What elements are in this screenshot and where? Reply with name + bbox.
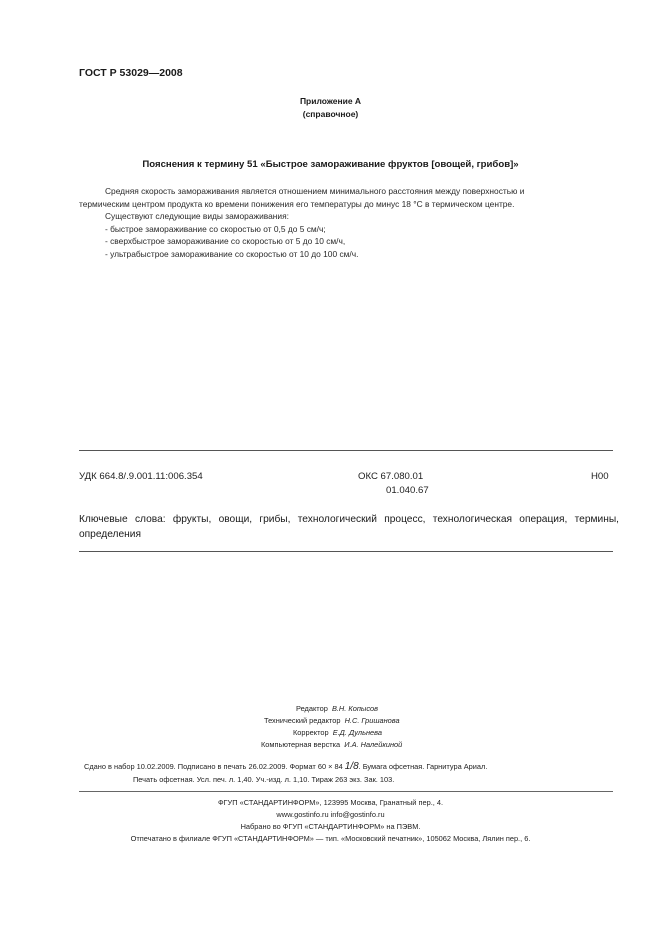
imprint-line	[84, 761, 487, 772]
paragraph-line: Существуют следующие виды замораживания:	[105, 211, 289, 221]
imprint-text: Сдано в набор 10.02.2009. Подписано в печать 26.02.2009. Формат 60 × 84	[84, 762, 343, 771]
divider	[79, 450, 613, 451]
oks-code-secondary: 01.040.67	[386, 485, 429, 496]
credit-line	[296, 704, 378, 713]
publisher-line: Отпечатано в филиале ФГУП «СТАНДАРТИНФОРМ» — тип. «Московский печатник», 105062 Москва, Лялин пер., 6.	[130, 834, 531, 843]
divider	[79, 551, 613, 552]
imprint-line: Печать офсетная. Усл. печ. л. 1,40. Уч.-изд. л. 1,10. Тираж 263 экз. Зак. 103.	[133, 775, 395, 784]
okstu-code: Н00	[591, 471, 609, 482]
credit-line	[264, 716, 400, 725]
credit-name: И.А. Налейкиной	[344, 740, 403, 749]
imprint-text-rest: . Бумага офсетная. Гарнитура Ариал.	[358, 762, 488, 771]
paragraph-line: Средняя скорость замораживания является отношением минимального расстояния между поверхностью и	[105, 186, 525, 196]
list-item: - сверхбыстрое замораживание со скоростью от 5 до 10 см/ч,	[105, 236, 346, 246]
paragraph-line: термическим центром продукта ко времени понижения его температуры до минус 18 °С в термическом центре.	[79, 199, 515, 209]
credit-name: Е.Д. Дульнева	[332, 728, 382, 737]
publisher-line: Набрано во ФГУП «СТАНДАРТИНФОРМ» на ПЭВМ.	[240, 822, 421, 831]
oks-code: ОКС 67.080.01	[358, 471, 424, 482]
credit-role: Корректор	[293, 728, 329, 737]
list-item: - быстрое замораживание со скоростью от 0,5 до 5 см/ч;	[105, 224, 326, 234]
section-title: Пояснения к термину 51 «Быстрое замораживание фруктов [овощей, грибов]»	[142, 159, 519, 170]
format-fraction: 1/8	[344, 761, 359, 772]
credit-role: Редактор	[296, 704, 328, 713]
divider	[79, 791, 613, 792]
credit-name: В.Н. Копысов	[331, 704, 378, 713]
credit-role: Компьютерная верстка	[261, 740, 341, 749]
credit-name: Н.С. Гришанова	[344, 716, 400, 725]
publisher-line: ФГУП «СТАНДАРТИНФОРМ», 123995 Москва, Гранатный пер., 4.	[217, 798, 444, 807]
annex-title: Приложение А	[299, 96, 362, 106]
annex-kind: (справочное)	[302, 109, 359, 119]
udk-code: УДК 664.8/.9.001.11:006.354	[79, 471, 203, 482]
list-item: - ультрабыстрое замораживание со скоростью от 10 до 100 см/ч.	[105, 249, 359, 259]
credit-line	[261, 740, 402, 749]
credit-line	[293, 728, 382, 737]
keywords: Ключевые слова: фрукты, овощи, грибы, технологический процесс, технологическая операция, термины, определения	[79, 514, 619, 540]
credit-role: Технический редактор	[264, 716, 341, 725]
standard-header: ГОСТ Р 53029—2008	[79, 67, 183, 79]
publisher-contacts: www.gostinfo.ru info@gostinfo.ru	[276, 810, 385, 819]
